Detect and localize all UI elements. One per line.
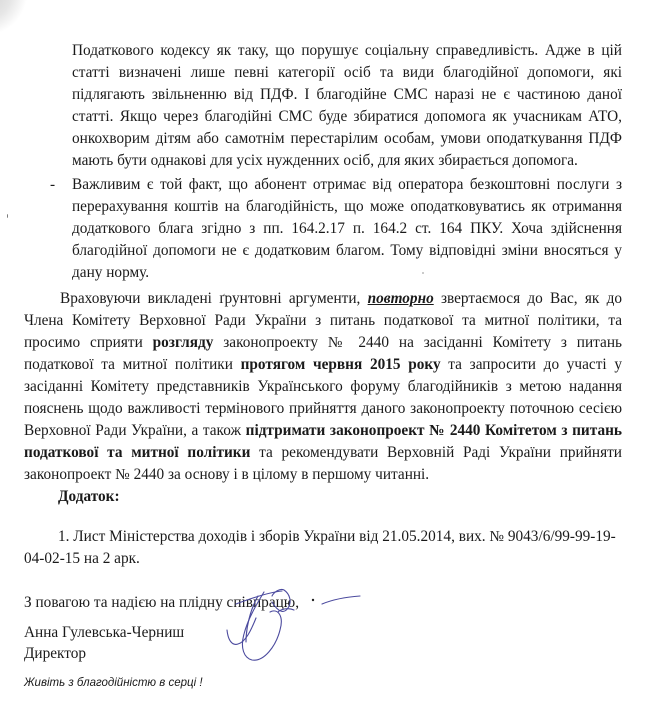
text-line: податкової та митної політики протягом червня 2015 року та запросити до участі у [24, 356, 622, 373]
emphasis-support: підтримати законопроект № 2440 Комітетом з питань [245, 422, 622, 439]
text-line: дану норму. [72, 264, 150, 281]
text-line: Важливим є той факт, що абонент отримає від оператора безкоштовні послуги з [72, 176, 622, 193]
text-line: додаткового блага згідно з пп. 164.2.17 п. 164.2 ст. 164 ПКУ. Хоча здійснення [72, 220, 622, 237]
text-line: онкохворим дітям або самотнім перестарілим особам, умови оподаткування ПДФ [72, 130, 622, 147]
scan-speck [422, 272, 424, 274]
scan-speck [7, 214, 8, 218]
text-line: пояснень щодо важливості термінового прийняття даного законопроекту поточною сесією [24, 400, 622, 417]
attachment-heading: Додаток: [58, 488, 120, 505]
emphasis-repeatedly: повторно [367, 290, 434, 307]
text-line: статті. Якщо через благодійні СМС буде збиратися допомога як учасникам АТО, [72, 108, 622, 125]
emphasis-consideration: розгляду [152, 334, 214, 351]
text-line: просимо сприяти розгляду законопроекту № 2440 на засіданні Комітету з питань [24, 334, 622, 351]
text-line: Члена Комітету Верховної Ради України з питань податкової та митної політики, та [24, 312, 622, 329]
text-line: Податкового кодексу як таку, що порушує соціальну справедливість. Адже в цій [72, 42, 622, 59]
text-line: податкової та митної політики та рекомендувати Верховній Раді України прийняти [24, 444, 622, 461]
signature-icon [222, 588, 372, 688]
emphasis-committee: податкової та митної політики [24, 444, 251, 461]
emphasis-deadline: протягом червня 2015 року [240, 356, 441, 373]
text-line: благодійної допомоги не є додатковим благом. Тому відповідні зміни вносяться у [72, 242, 622, 259]
text-line: Враховуючи викладені ґрунтовні аргументи, повторно звертаємося до Вас, як до [60, 290, 622, 307]
scan-corner-shadow [0, 0, 38, 38]
bullet-dash: - [50, 176, 56, 193]
text-line: перерахування коштів на благодійність, що може оподатковуватись як отримання [72, 198, 622, 215]
signer-name: Анна Гулевська-Черниш [24, 624, 185, 641]
closing-salutation: З повагою та надією на плідну співпрацю, [24, 594, 300, 611]
motto: Живіть з благодійністю в серці ! [24, 677, 203, 689]
text-line: статті визначені лише певні категорії осіб та види благодійної допомоги, які [72, 64, 622, 81]
text-line: законопроект № 2440 за основу і в цілому в першому читанні. [24, 466, 430, 483]
signer-title: Директор [24, 645, 87, 662]
text-line: засіданні Комітету представників Українського форуму благодійників з метою надання [24, 378, 622, 395]
attachment-item-continued: 04-02-15 на 2 арк. [24, 550, 140, 567]
text-line: підлягають звільненню від ПДФ. І благодійне СМС наразі не є частиною даної [72, 86, 622, 103]
text-line: Верховної Ради України, а також підтримати законопроект № 2440 Комітетом з питань [24, 422, 622, 439]
attachment-item: 1. Лист Міністерства доходів і зборів України від 21.05.2014, вих. № 9043/6/99-99-19- [58, 528, 616, 545]
text-line: мають бути однакові для усіх нужденних осіб, для яких збирається допомога. [72, 152, 578, 169]
